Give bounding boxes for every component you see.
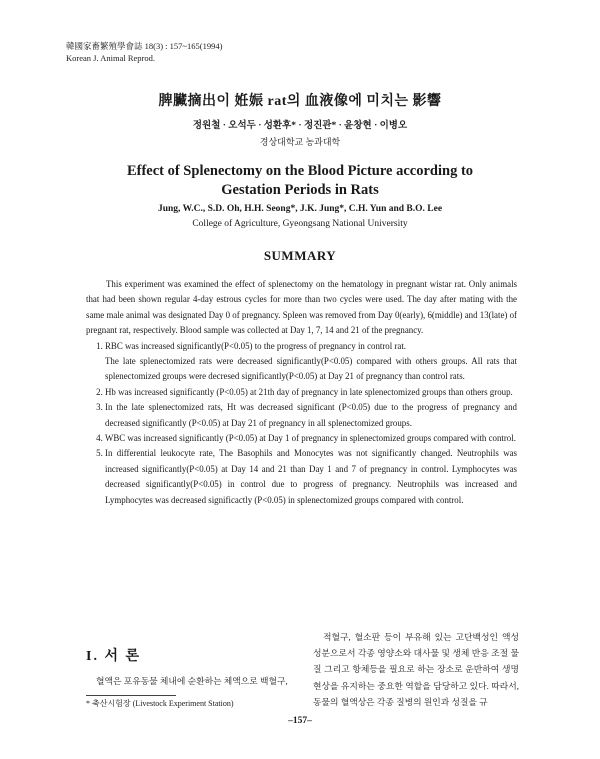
journal-citation: 韓國家畜繁殖學會誌 18(3) : 157~165(1994) (66, 41, 223, 51)
summary-body (86, 277, 517, 508)
findings-list (86, 339, 517, 508)
finding-item (105, 385, 517, 400)
page-number: –157– (288, 716, 312, 726)
summary-heading: SUMMARY (263, 248, 337, 263)
finding-item (105, 339, 517, 385)
finding-text: Hb was increased significantly (P<0.05) at 21th day of pregnancy in late splenectomized groups than others group. (105, 386, 513, 397)
introduction-right-column: 적혈구, 혈소판 등이 부유해 있는 고단백성인 액성 성분으로서 각종 영양소와 대사물 및 생체 반응 조절 물질 그리고 항체등을 필요로 하는 장소로 운반하여 생명현상을 유지하는 중요한 역할을 담당하고 있다. 따라서, 동물의 혈액상은 각종 질병의 원인과 성질을 규 (313, 632, 519, 707)
footnote-divider (86, 695, 176, 696)
title-korean: 脾臟摘出이 姙娠 rat의 血液像에 미치는 影響 (158, 94, 442, 109)
finding-text: RBC was increased significantly(P<0.05) to the progress of pregnancy in control rat. (105, 340, 407, 351)
title-english-line1: Effect of Splenectomy on the Blood Picture according to (126, 163, 474, 179)
affiliation-english: College of Agriculture, Gyeongsang National University (192, 219, 408, 229)
title-english (0, 162, 600, 200)
section-heading-introduction: I. 서 론 (86, 649, 141, 664)
finding-item (105, 446, 517, 508)
finding-text: In the late splenectomized rats, Ht was decreased significant (P<0.05) due to the progress of pregnancy and decreased significantly (P<0.05) at Day 21 of pregnancy in all splenectomized groups. (105, 402, 517, 428)
finding-text: WBC was increased significantly (P<0.05) at Day 1 of pregnancy in splenectomized groups compared with control. (105, 433, 516, 444)
journal-name: Korean J. Animal Reprod. (66, 53, 155, 63)
finding-text: In differential leukocyte rate, The Basophils and Monocytes was not significantly changed. Neutrophils was increased significantly(P<0.05) at Day 14 and 21 than Day 1 and 7 of pregnancy in control. Lymphocytes was decreased significantly(P<0.05) in control due to progress of pregnancy. Neutrophils was increased and Lymphocytes was decreased significactly (P<0.05) in splenectomized groups compared with control. (105, 448, 517, 505)
finding-item (105, 400, 517, 431)
authors-english: Jung, W.C., S.D. Oh, H.H. Seong*, J.K. Jung*, C.H. Yun and B.O. Lee (157, 204, 443, 214)
footnote: * 축산시험장 (Livestock Experiment Station) (86, 699, 234, 708)
introduction-left-column: 혈액은 포유동물 체내에 순환하는 체액으로 백혈구, (96, 676, 288, 686)
finding-item (105, 431, 517, 446)
journal-header (66, 40, 222, 64)
affiliation-korean: 경상대학교 농과대학 (259, 137, 341, 147)
finding-continuation: The late splenectomized rats were decreased significantly(P<0.05) compared with others groups. All rats that splenectomized groups were decresed significantly(P<0.05) at Day 21 of pregnancy than control rats. (105, 356, 517, 382)
summary-intro: This experiment was examined the effect of splenectomy on the hematology in pregnant wistar rat. Only animals that had been shown regular 4-day estrous cycles for more than two cycles were used. The day after mating with the same male animal was designated Day 0 of pregnancy. Spleen was removed from Day 0(early), 6(middle) and 13(late) of pregnant rat, respectively. Blood sample was collected at Day 1, 7, 14 and 21 of the pregnancy. (86, 279, 517, 336)
title-english-line2: Gestation Periods in Rats (221, 182, 379, 198)
authors-korean: 정원철 · 오석두 · 성환후* · 정진관* · 윤창현 · 이병오 (192, 121, 408, 131)
